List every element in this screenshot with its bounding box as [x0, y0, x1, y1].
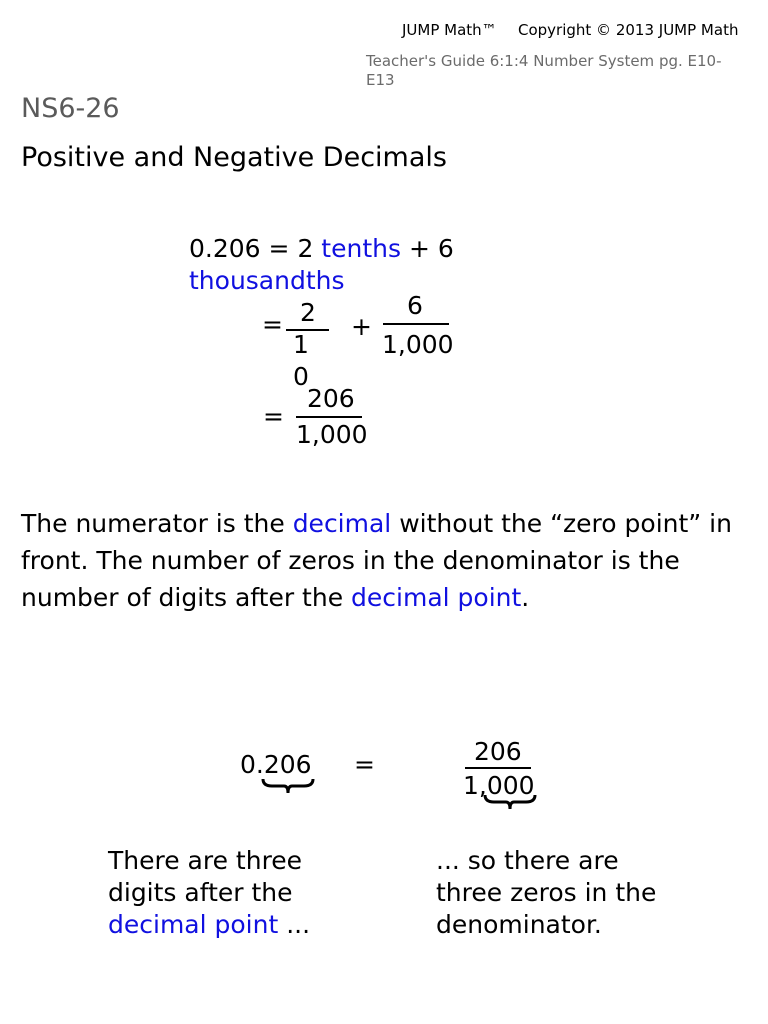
word-tenths: tenths — [321, 234, 401, 263]
expansion-equals: = — [268, 234, 290, 263]
denominator-zeros: 000 — [486, 771, 535, 800]
frac1-denominator-b: 0 — [293, 362, 309, 391]
frac2-bar — [383, 323, 449, 325]
decimal-prefix: 0. — [240, 750, 264, 779]
word-thousandths: thousandths — [189, 266, 345, 295]
paragraph-text-3: . — [521, 583, 530, 612]
coef-thousandths: 6 — [437, 234, 454, 263]
explanation-paragraph — [21, 505, 741, 616]
decimal-digits: 206 — [263, 750, 312, 779]
comparison-decimal — [240, 750, 312, 779]
comparison-numerator: 206 — [474, 737, 522, 766]
result-bar — [296, 416, 362, 418]
equals-sign-3: = — [263, 402, 284, 431]
left-note-suffix: ... — [278, 910, 311, 939]
frac2-denominator: 1,000 — [382, 330, 454, 359]
keyword-decimal: decimal — [292, 509, 392, 538]
brand-label: JUMP Math™ — [402, 21, 497, 39]
comparison-bar — [465, 767, 531, 769]
result-numerator: 206 — [307, 384, 355, 413]
guide-reference: Teacher's Guide 6:1:4 Number System pg. E10-E13 — [366, 52, 722, 89]
plus-sign-2: + — [351, 312, 372, 341]
result-denominator: 1,000 — [296, 420, 368, 449]
comparison-equals: = — [354, 750, 375, 779]
frac2-numerator: 6 — [407, 291, 423, 320]
copyright-label: Copyright © 2013 JUMP Math — [518, 21, 739, 39]
equals-sign-2: = — [262, 310, 283, 339]
expansion-line — [189, 234, 454, 263]
expansion-lhs: 0.206 — [189, 234, 261, 263]
left-note-text: There are three digits after the — [108, 846, 303, 907]
zeros-brace-icon — [484, 794, 536, 810]
denominator-prefix: 1, — [463, 771, 487, 800]
coef-tenths: 2 — [297, 234, 314, 263]
plus-sign: + — [408, 234, 430, 263]
paragraph-text-1: The numerator is the — [21, 509, 293, 538]
lesson-code: NS6-26 — [21, 93, 120, 124]
digits-brace-icon — [262, 778, 314, 794]
frac1-denominator-a: 1 — [293, 330, 309, 359]
frac1-numerator: 2 — [300, 298, 316, 327]
page-title: Positive and Negative Decimals — [21, 142, 447, 173]
paragraph-text-2: without the “zero point” in front. The number of zeros in the denominator is the number of digits after the — [21, 509, 732, 612]
right-note: ... so there are three zeros in the denominator. — [436, 846, 657, 939]
left-note-keyword: decimal point — [108, 910, 279, 939]
left-note — [108, 845, 348, 941]
keyword-decimal-point: decimal point — [351, 583, 522, 612]
